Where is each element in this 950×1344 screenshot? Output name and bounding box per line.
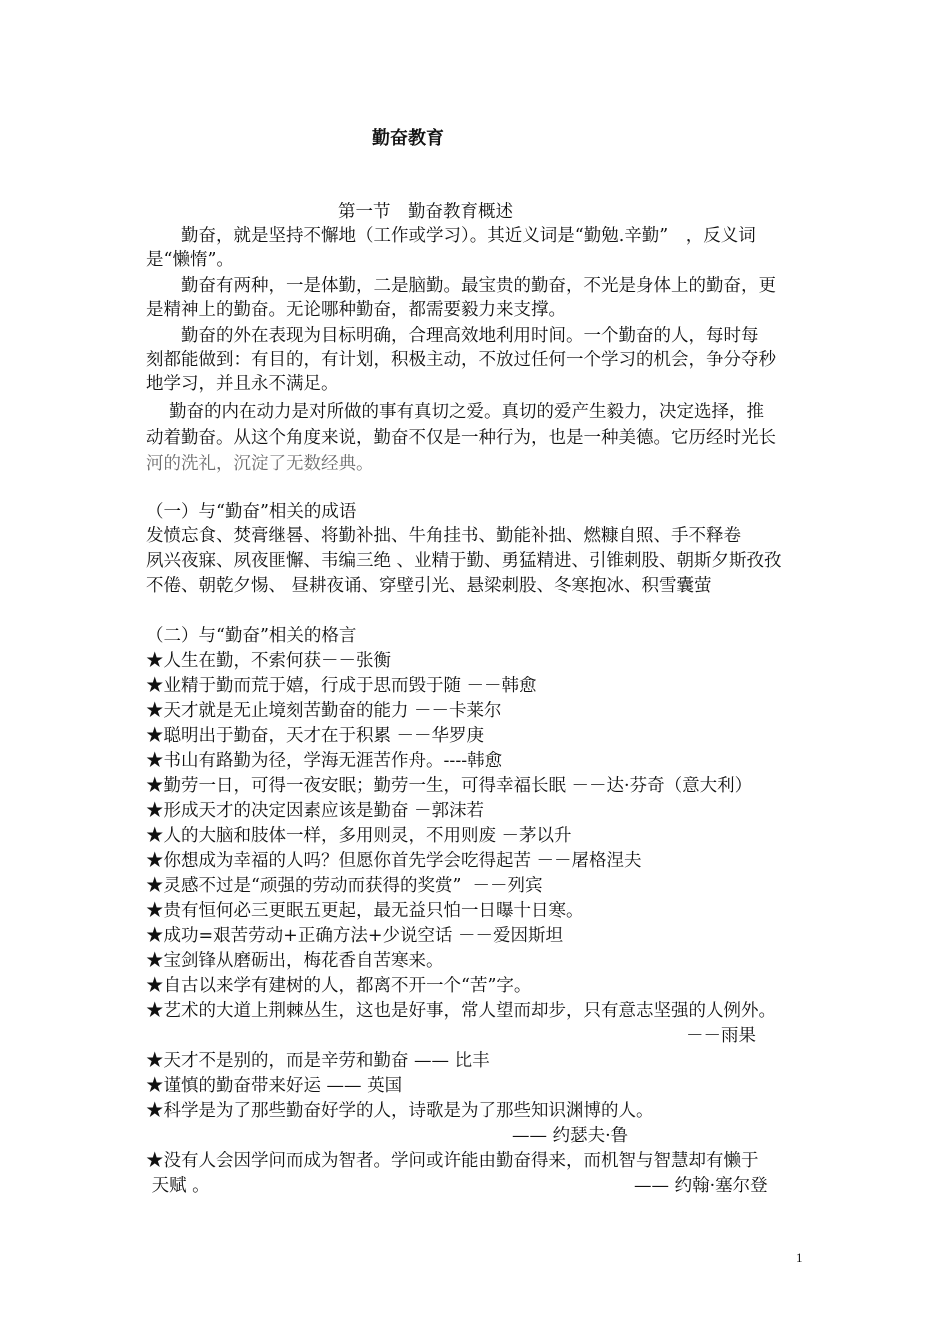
quote-item: ★没有人会因学问而成为智者。学问或许能由勤奋得来，而机智与智慧却有懒于 bbox=[146, 1151, 759, 1171]
paragraph-line: 河的洗礼，沉淀了无数经典。 bbox=[146, 454, 374, 474]
page-number: 1 bbox=[796, 1250, 803, 1265]
quote-item: ★人生在勤，不索何获－－张衡 bbox=[146, 651, 391, 671]
quote-item: ★成功=艰苦劳动+正确方法+少说空话 －－爱因斯坦 bbox=[146, 926, 564, 946]
paragraph-line: 勤奋的外在表现为目标明确，合理高效地利用时间。一个勤奋的人，每时每 bbox=[146, 326, 759, 346]
quotes-heading: （二）与“勤奋”相关的格言 bbox=[146, 626, 357, 646]
paragraph-line: 动着勤奋。从这个角度来说，勤奋不仅是一种行为，也是一种美德。它历经时光长 bbox=[146, 428, 776, 448]
quote-item: ★形成天才的决定因素应该是勤奋 －郭沫若 bbox=[146, 801, 485, 821]
idioms-line: 夙兴夜寐、夙夜匪懈、韦编三绝 、业精于勤、勇猛精进、引锥刺股、朝斯夕斯孜孜 bbox=[146, 551, 782, 571]
quote-item: 天赋 。 bbox=[146, 1176, 210, 1196]
quote-attribution: —— 约瑟夫·鲁 bbox=[512, 1126, 629, 1146]
quote-item: ★艺术的大道上荆棘丛生，这也是好事，常人望而却步，只有意志坚强的人例外。 bbox=[146, 1001, 776, 1021]
quote-attribution: －－雨果 bbox=[686, 1026, 756, 1046]
quote-item: ★你想成为幸福的人吗？但愿你首先学会吃得起苦 －－屠格涅夫 bbox=[146, 851, 642, 871]
paragraph-line: 刻都能做到：有目的，有计划，积极主动，不放过任何一个学习的机会，争分夺秒 bbox=[146, 350, 776, 370]
paragraph-line: 勤奋有两种，一是体勤，二是脑勤。最宝贵的勤奋，不光是身体上的勤奋，更 bbox=[146, 276, 776, 296]
quote-item: ★人的大脑和肢体一样，多用则灵，不用则废 －茅以升 bbox=[146, 826, 572, 846]
page-title: 勤奋教育 bbox=[372, 128, 444, 149]
quote-item: ★灵感不过是“顽强的劳动而获得的奖赏” －－列宾 bbox=[146, 876, 543, 896]
quote-item: ★宝剑锋从磨砺出，梅花香自苦寒来。 bbox=[146, 951, 444, 971]
quote-item: ★业精于勤而荒于嬉，行成于思而毁于随 －－韩愈 bbox=[146, 676, 537, 696]
paragraph-line: 地学习，并且永不满足。 bbox=[146, 374, 339, 394]
section-title: 第一节 勤奋教育概述 bbox=[338, 202, 513, 222]
idioms-line: 不倦、朝乾夕惕、 昼耕夜诵、穿壁引光、悬梁刺股、冬寒抱冰、积雪囊萤 bbox=[146, 576, 712, 596]
idioms-heading: （一）与“勤奋”相关的成语 bbox=[146, 502, 357, 522]
paragraph-line: 勤奋，就是坚持不懈地（工作或学习）。其近义词是“勤勉.辛勤” ，反义词 bbox=[146, 226, 756, 246]
quote-item: ★天才不是别的，而是辛劳和勤奋 —— 比丰 bbox=[146, 1051, 490, 1071]
idioms-line: 发愤忘食、焚膏继晷、将勤补拙、牛角挂书、勤能补拙、燃糠自照、手不释卷 bbox=[146, 526, 741, 546]
quote-item: ★贵有恒何必三更眠五更起，最无益只怕一日曝十日寒。 bbox=[146, 901, 584, 921]
quote-attribution: —— 约翰·塞尔登 bbox=[634, 1176, 768, 1196]
quote-item: ★天才就是无止境刻苦勤奋的能力 －－卡莱尔 bbox=[146, 701, 502, 721]
quote-item: ★科学是为了那些勤奋好学的人，诗歌是为了那些知识渊博的人。 bbox=[146, 1101, 654, 1121]
paragraph-line: 勤奋的内在动力是对所做的事有真切之爱。真切的爱产生毅力，决定选择，推 bbox=[146, 402, 765, 422]
quote-item: ★谨慎的勤奋带来好运 —— 英国 bbox=[146, 1076, 403, 1096]
quote-item: ★勤劳一日，可得一夜安眠；勤劳一生，可得幸福长眠 －－达·芬奇（意大利） bbox=[146, 776, 753, 796]
quote-item: ★书山有路勤为径，学海无涯苦作舟。----韩愈 bbox=[146, 751, 503, 771]
quote-item: ★自古以来学有建树的人，都离不开一个“苦”字。 bbox=[146, 976, 532, 996]
quote-item: ★聪明出于勤奋，天才在于积累 －－华罗庚 bbox=[146, 726, 485, 746]
paragraph-line: 是精神上的勤奋。无论哪种勤奋，都需要毅力来支撑。 bbox=[146, 300, 566, 320]
paragraph-line: 是“懒惰”。 bbox=[146, 250, 234, 270]
